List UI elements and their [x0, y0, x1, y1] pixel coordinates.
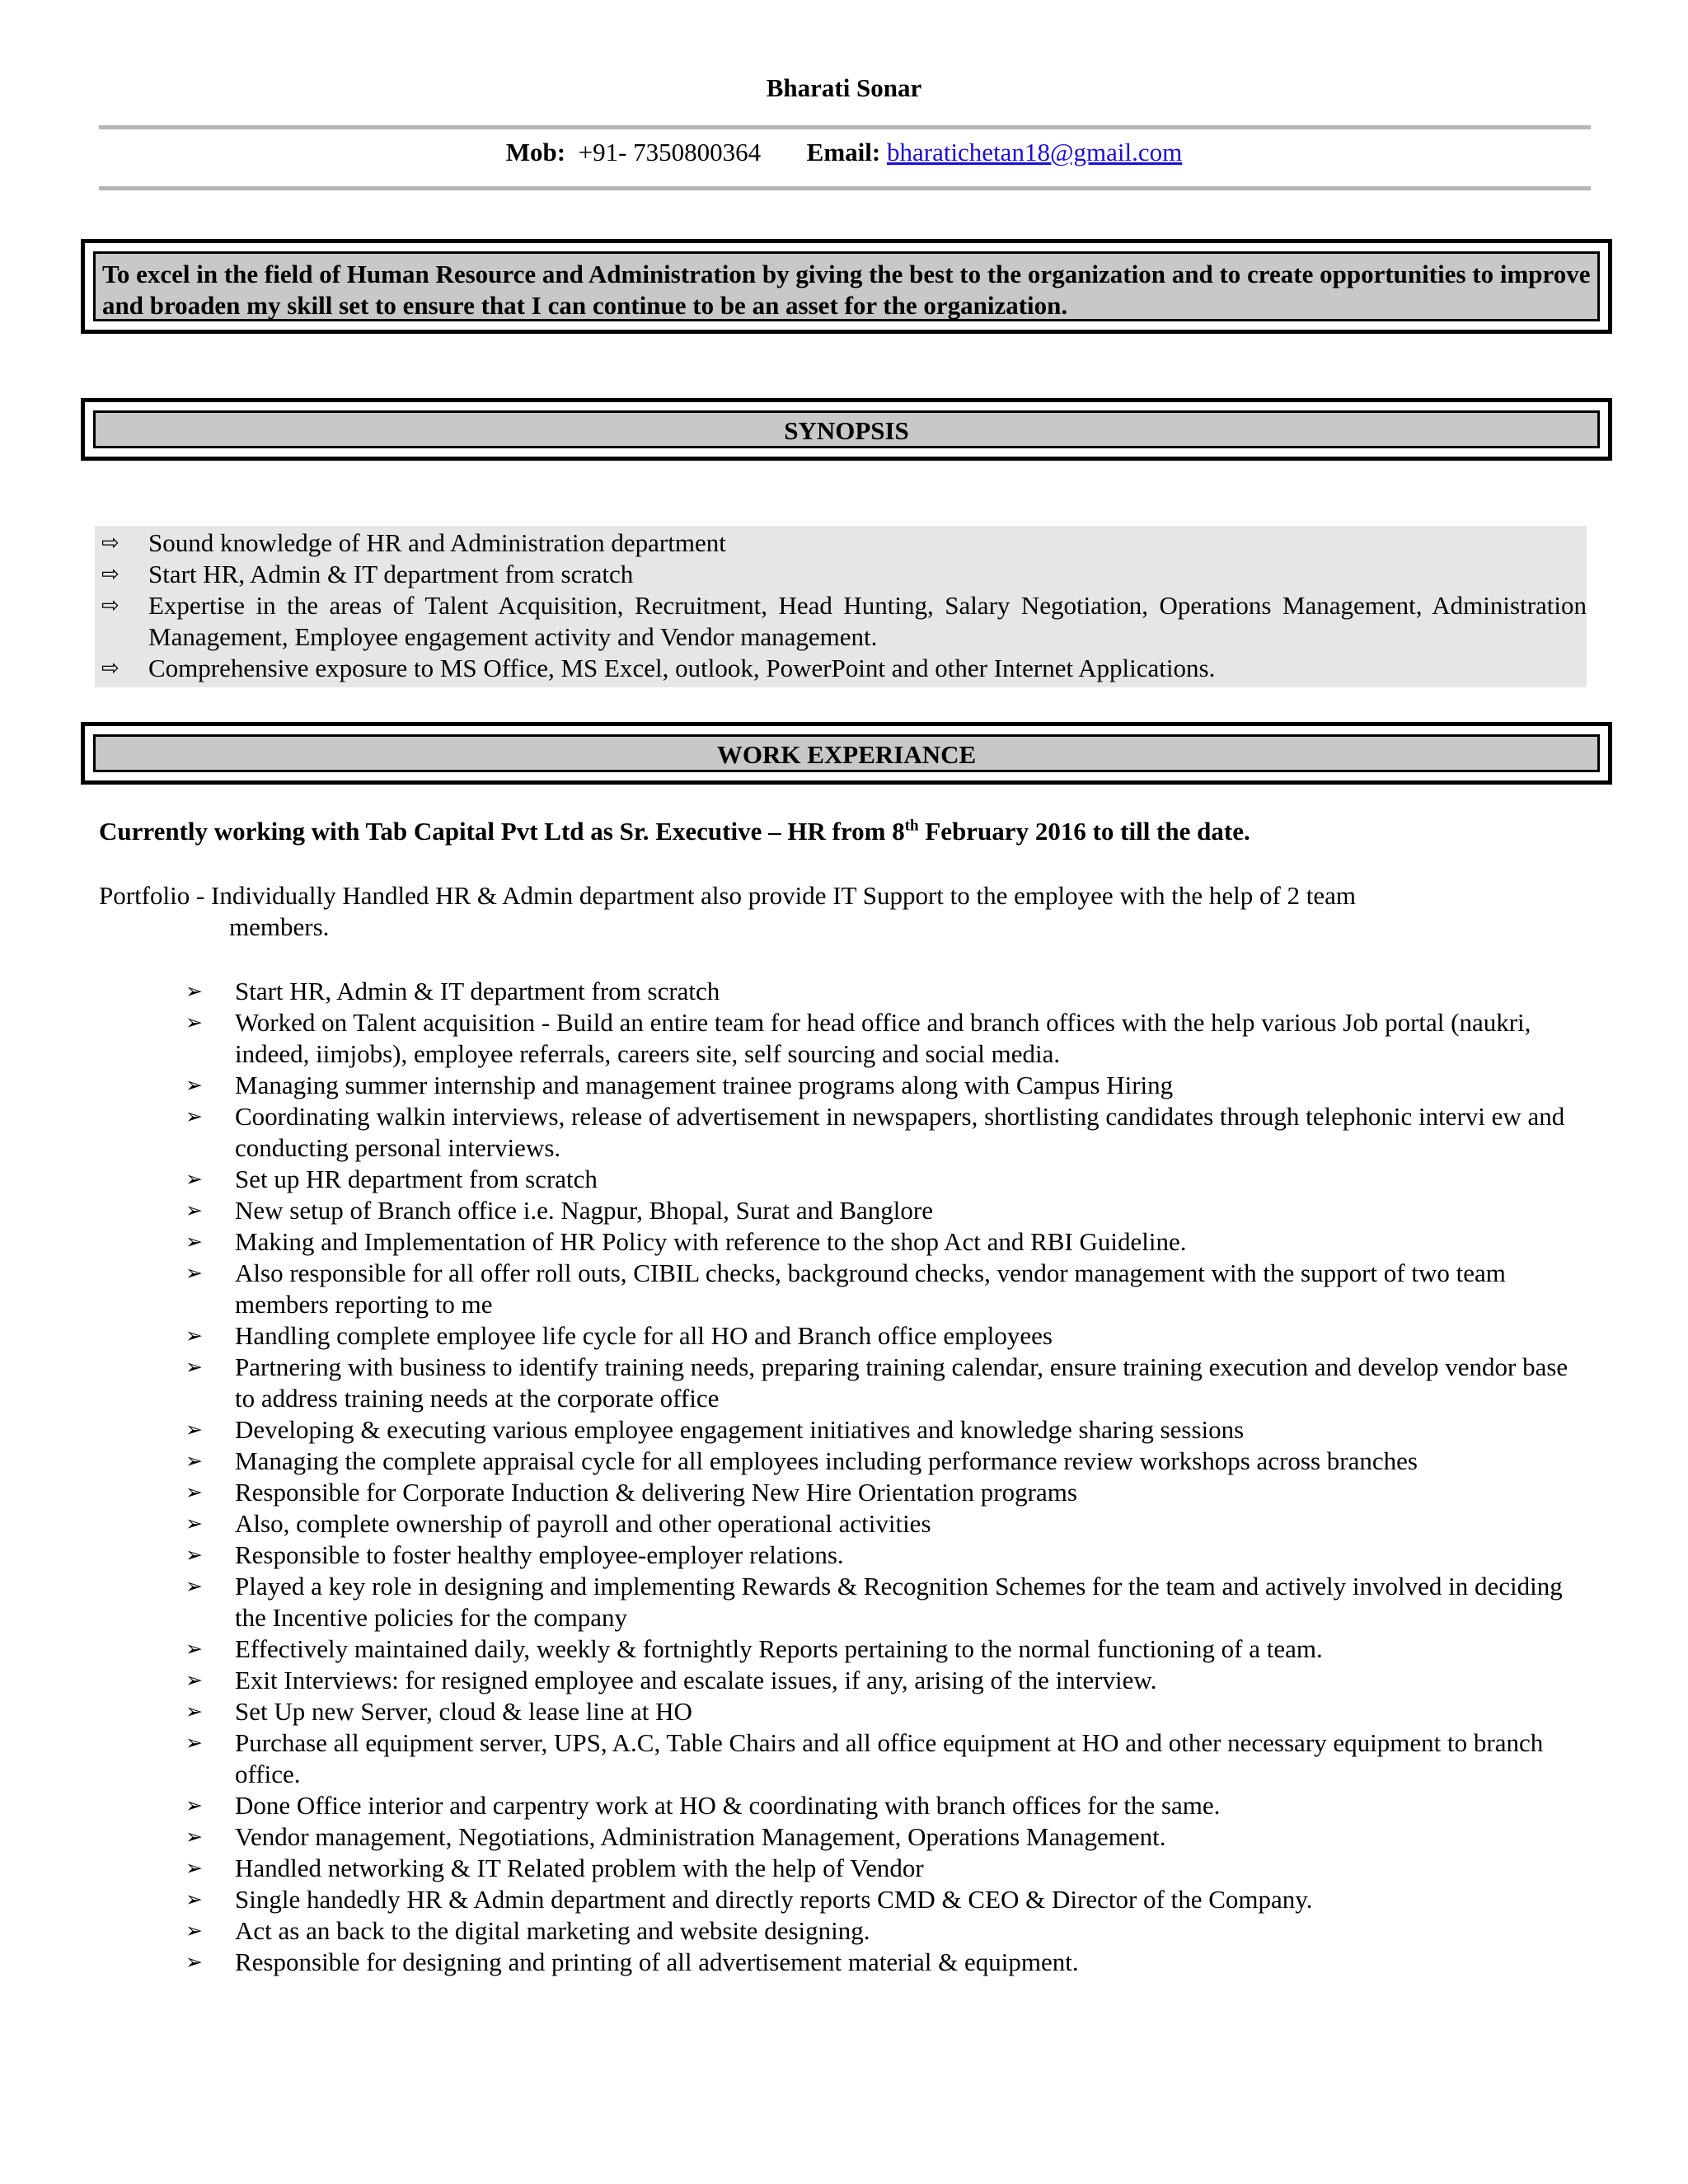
arrowhead-bullet-icon: ➢ — [185, 1104, 203, 1128]
arrow-icon: ⇨ — [101, 562, 120, 587]
header-rule-top — [99, 125, 1591, 129]
duty-item: ➢ Handling complete employee life cycle for all HO and Branch office employees — [185, 1321, 1053, 1350]
arrowhead-bullet-icon: ➢ — [185, 1010, 203, 1034]
arrowhead-bullet-icon: ➢ — [185, 1856, 203, 1880]
arrowhead-bullet-icon: ➢ — [185, 1825, 203, 1849]
arrowhead-bullet-icon: ➢ — [185, 1793, 203, 1817]
duty-item: ➢ Done Office interior and carpentry work at HO & coordinating with branch offices for the same. — [185, 1791, 1221, 1820]
arrowhead-bullet-icon: ➢ — [185, 1731, 203, 1755]
arrowhead-bullet-icon: ➢ — [185, 1887, 203, 1911]
arrow-icon: ⇨ — [101, 531, 120, 555]
arrowhead-bullet-icon: ➢ — [185, 1668, 203, 1692]
header-rule-bottom — [99, 186, 1591, 190]
work-header-box — [81, 722, 1612, 785]
duty-item: ➢ Purchase all equipment server, UPS, A.C, Table Chairs and all office equipment at HO and other necessary equipment to branch office. — [185, 1728, 1544, 1788]
duty-item: ➢ Partnering with business to identify training needs, preparing training calendar, ensure training execution and develop vendor base to address training needs at the corporate office — [185, 1352, 1568, 1413]
objective-box — [81, 239, 1612, 334]
duty-item: ➢ Act as an back to the digital marketing and website designing. — [185, 1916, 870, 1945]
duty-item: ➢ Responsible for Corporate Induction & delivering New Hire Orientation programs — [185, 1478, 1077, 1507]
duty-item: ➢ Worked on Talent acquisition - Build an entire team for head office and branch offices with the help various Job portal (naukri, indeed, iimjobs), employee referrals, careers site, self sourcing and social media. — [185, 1008, 1531, 1068]
synopsis-item: ⇨ Comprehensive exposure to MS Office, MS Excel, outlook, PowerPoint and other Internet Applications. — [101, 654, 1216, 682]
arrow-icon: ⇨ — [101, 656, 120, 681]
duty-item: ➢ Managing the complete appraisal cycle for all employees including performance review workshops across branches — [185, 1446, 1418, 1475]
synopsis-title: SYNOPSIS — [784, 416, 909, 445]
current-position: Currently working with Tab Capital Pvt Ltd as Sr. Executive – HR from 8th February 2016 to till the date. — [99, 817, 1250, 846]
duty-item: ➢ Single handedly HR & Admin department and directly reports CMD & CEO & Director of the Company. — [185, 1885, 1313, 1914]
duty-item: ➢ Making and Implementation of HR Policy with reference to the shop Act and RBI Guideline. — [185, 1227, 1187, 1256]
mob-label: Mob: — [505, 138, 566, 166]
duty-item: ➢ Coordinating walkin interviews, release of advertisement in newspapers, shortlisting candidates through telephonic intervi ew and conducting personal interviews. — [185, 1102, 1565, 1162]
arrowhead-bullet-icon: ➢ — [185, 1418, 203, 1441]
arrowhead-bullet-icon: ➢ — [185, 1261, 203, 1285]
arrowhead-bullet-icon: ➢ — [185, 1198, 203, 1222]
duty-item: ➢ Effectively maintained daily, weekly & fortnightly Reports pertaining to the normal functioning of a team. — [185, 1634, 1323, 1663]
mob-value: +91- 7350800364 — [578, 138, 762, 166]
duty-item: ➢ Responsible for designing and printing of all advertisement material & equipment. — [185, 1947, 1079, 1976]
duty-item: ➢ Exit Interviews: for resigned employee and escalate issues, if any, arising of the interview. — [185, 1666, 1157, 1694]
synopsis-list — [95, 526, 1587, 687]
email-label: Email: — [806, 138, 881, 166]
duty-item: ➢ Played a key role in designing and implementing Rewards & Recognition Schemes for the team and actively involved in deciding the Incentive policies for the company — [185, 1572, 1563, 1632]
arrowhead-bullet-icon: ➢ — [185, 1511, 203, 1535]
arrowhead-bullet-icon: ➢ — [185, 1543, 203, 1567]
duty-item: ➢ Developing & executing various employee engagement initiatives and knowledge sharing sessions — [185, 1415, 1245, 1444]
arrowhead-bullet-icon: ➢ — [185, 1480, 203, 1504]
objective-text: To excel in the field of Human Resource and Administration by giving the best to the organization and to create opportunities to improve and broaden my skill set to ensure that I can continue to be an asset for the organization. — [102, 260, 1591, 320]
arrow-icon: ⇨ — [101, 593, 120, 618]
arrowhead-bullet-icon: ➢ — [185, 1167, 203, 1191]
duty-item: ➢ Set Up new Server, cloud & lease line at HO — [185, 1697, 692, 1726]
synopsis-item: ⇨ Start HR, Admin & IT department from scratch — [101, 560, 634, 588]
duty-item: ➢ Set up HR department from scratch — [185, 1165, 598, 1193]
arrowhead-bullet-icon: ➢ — [185, 979, 203, 1003]
duty-item: ➢ Also responsible for all offer roll outs, CIBIL checks, background checks, vendor management with the support of two team members reporting to me — [185, 1258, 1506, 1319]
duty-item: ➢ Responsible to foster healthy employee-employer relations. — [185, 1540, 844, 1569]
synopsis-item: ⇨ Sound knowledge of HR and Administration department — [101, 528, 726, 557]
arrowhead-bullet-icon: ➢ — [185, 1073, 203, 1097]
work-title: WORK EXPERIANCE — [716, 740, 977, 769]
arrowhead-bullet-icon: ➢ — [185, 1355, 203, 1379]
arrowhead-bullet-icon: ➢ — [185, 1449, 203, 1473]
email-link[interactable]: bharatichetan18@gmail.com — [886, 138, 1183, 166]
synopsis-item: ⇨ Expertise in the areas of Talent Acquisition, Recruitment, Head Hunting, Salary Negotiation, Operations Management, Administration Management, Employee engagement activity and Vendor management. — [101, 591, 1587, 651]
duty-item: ➢ New setup of Branch office i.e. Nagpur, Bhopal, Surat and Banglore — [185, 1196, 934, 1225]
arrowhead-bullet-icon: ➢ — [185, 1950, 203, 1974]
duty-item: ➢ Managing summer internship and management trainee programs along with Campus Hiring — [185, 1071, 1174, 1099]
arrowhead-bullet-icon: ➢ — [185, 1324, 203, 1347]
arrowhead-bullet-icon: ➢ — [185, 1230, 203, 1254]
duty-item: ➢ Handled networking & IT Related problem with the help of Vendor — [185, 1854, 924, 1882]
synopsis-header-box — [81, 398, 1612, 461]
arrowhead-bullet-icon: ➢ — [185, 1574, 203, 1598]
contact-line — [0, 137, 1688, 168]
arrowhead-bullet-icon: ➢ — [185, 1919, 203, 1943]
portfolio-line-1: Portfolio - Individually Handled HR & Admin department also provide IT Support to the employee with the help of 2 team — [99, 881, 1357, 910]
duties-list — [185, 976, 1591, 1978]
duty-item: ➢ Vendor management, Negotiations, Administration Management, Operations Management. — [185, 1822, 1166, 1851]
candidate-name: Bharati Sonar — [766, 73, 922, 102]
arrowhead-bullet-icon: ➢ — [185, 1637, 203, 1661]
portfolio-text — [99, 880, 1500, 943]
portfolio-line-2: members. — [229, 912, 330, 941]
arrowhead-bullet-icon: ➢ — [185, 1699, 203, 1723]
duty-item: ➢ Also, complete ownership of payroll and other operational activities — [185, 1509, 931, 1538]
duty-item: ➢ Start HR, Admin & IT department from scratch — [185, 977, 720, 1005]
